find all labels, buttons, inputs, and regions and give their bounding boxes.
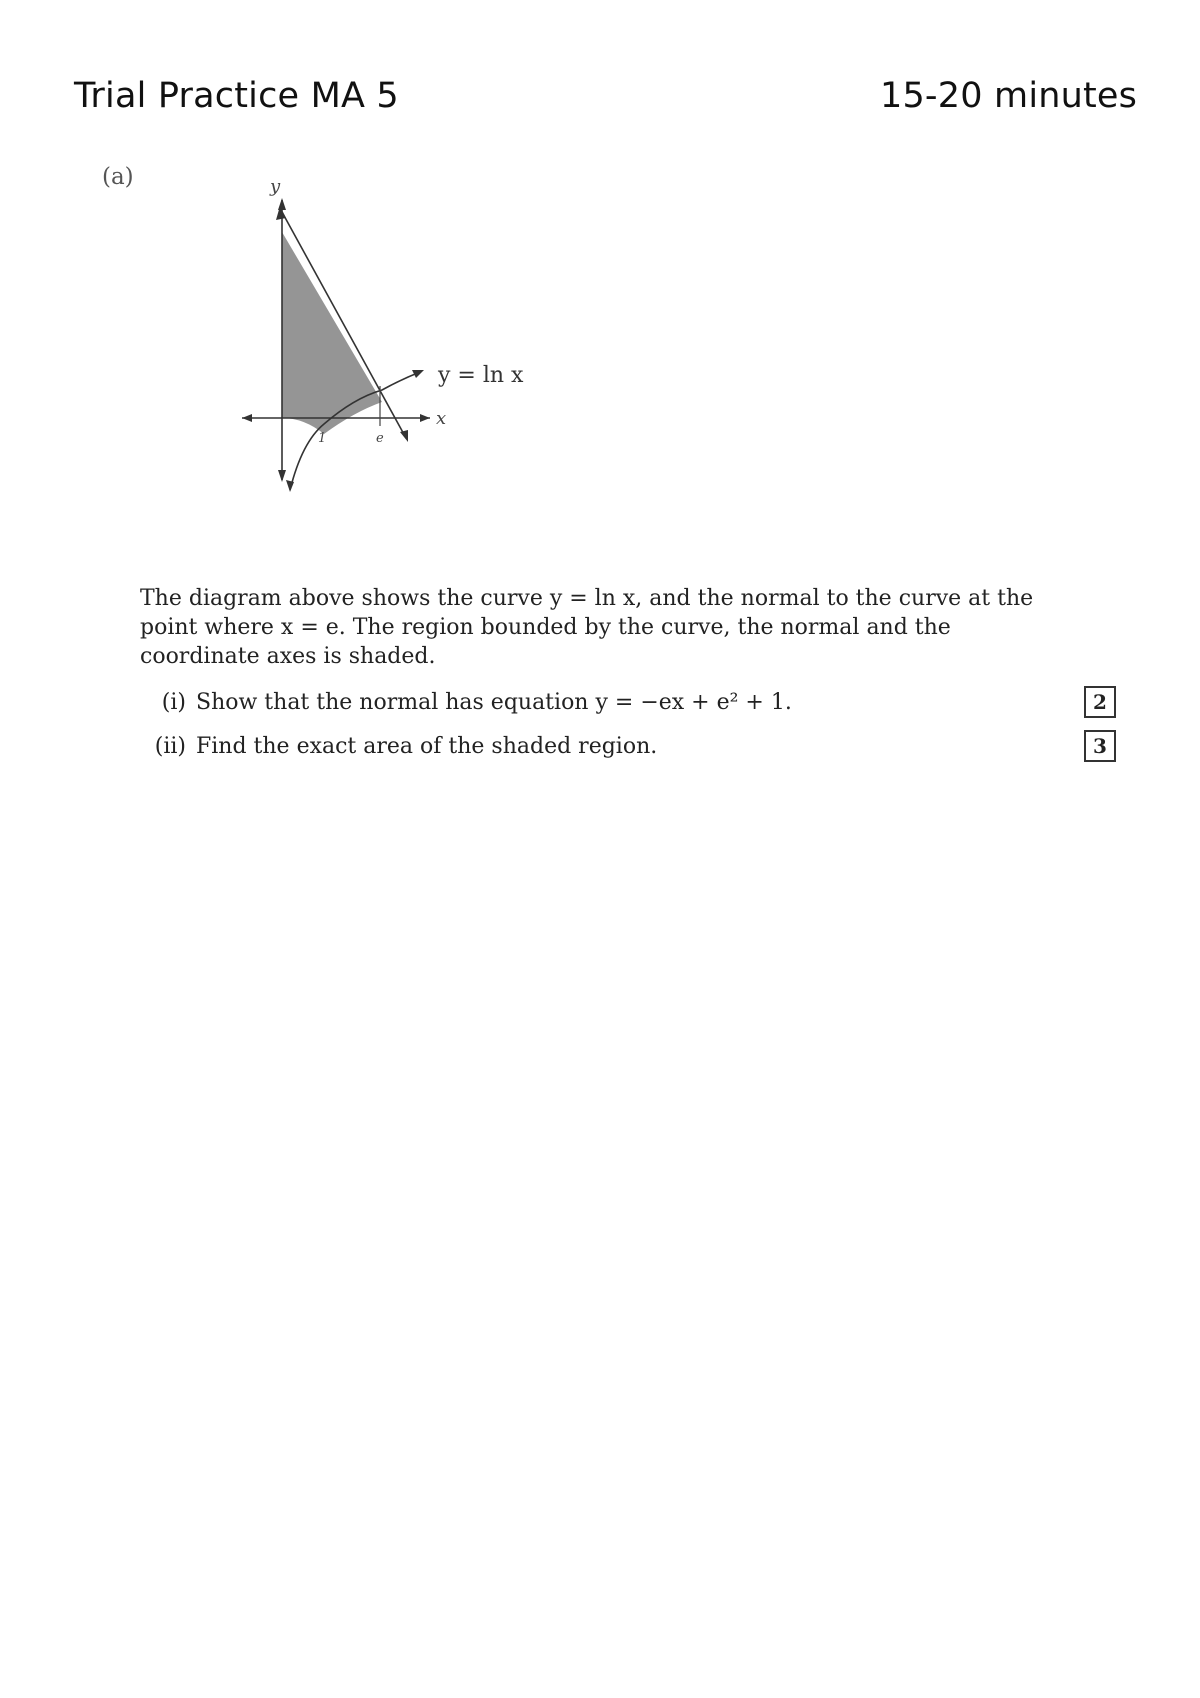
shaded-region xyxy=(282,232,382,434)
question-text: Find the exact area of the shaded region. xyxy=(196,734,658,759)
question-row xyxy=(140,734,1120,766)
normal-arrow xyxy=(400,430,408,442)
question-row xyxy=(140,690,1120,722)
question-number: (i) xyxy=(161,690,186,715)
marks-box: 2 xyxy=(1084,686,1116,718)
diagram xyxy=(230,180,550,550)
y-axis-label: y xyxy=(270,180,281,197)
y-axis-arrow-up xyxy=(278,198,286,210)
tick-one-label: 1 xyxy=(318,431,327,446)
page-title: Trial Practice MA 5 xyxy=(74,76,399,116)
y-axis-arrow-down xyxy=(278,470,286,482)
x-axis-label: x xyxy=(436,408,447,429)
x-axis-arrow-left xyxy=(242,414,252,422)
curve-arrow-down xyxy=(286,480,294,492)
part-label: (a) xyxy=(102,164,134,190)
time-allowance: 15-20 minutes xyxy=(880,76,1138,116)
marks-box: 3 xyxy=(1084,730,1116,762)
tick-e-label: e xyxy=(376,431,384,446)
x-axis-arrow-right xyxy=(420,414,430,422)
question-number: (ii) xyxy=(154,734,186,759)
question-text: Show that the normal has equation y = −ex + e² + 1. xyxy=(196,690,792,715)
problem-statement: The diagram above shows the curve y = ln x, and the normal to the curve at the point where x = e. The region bounded by the curve, the normal and the coordinate axes is shaded. xyxy=(140,586,1034,669)
curve-label: y = ln x xyxy=(438,363,524,388)
